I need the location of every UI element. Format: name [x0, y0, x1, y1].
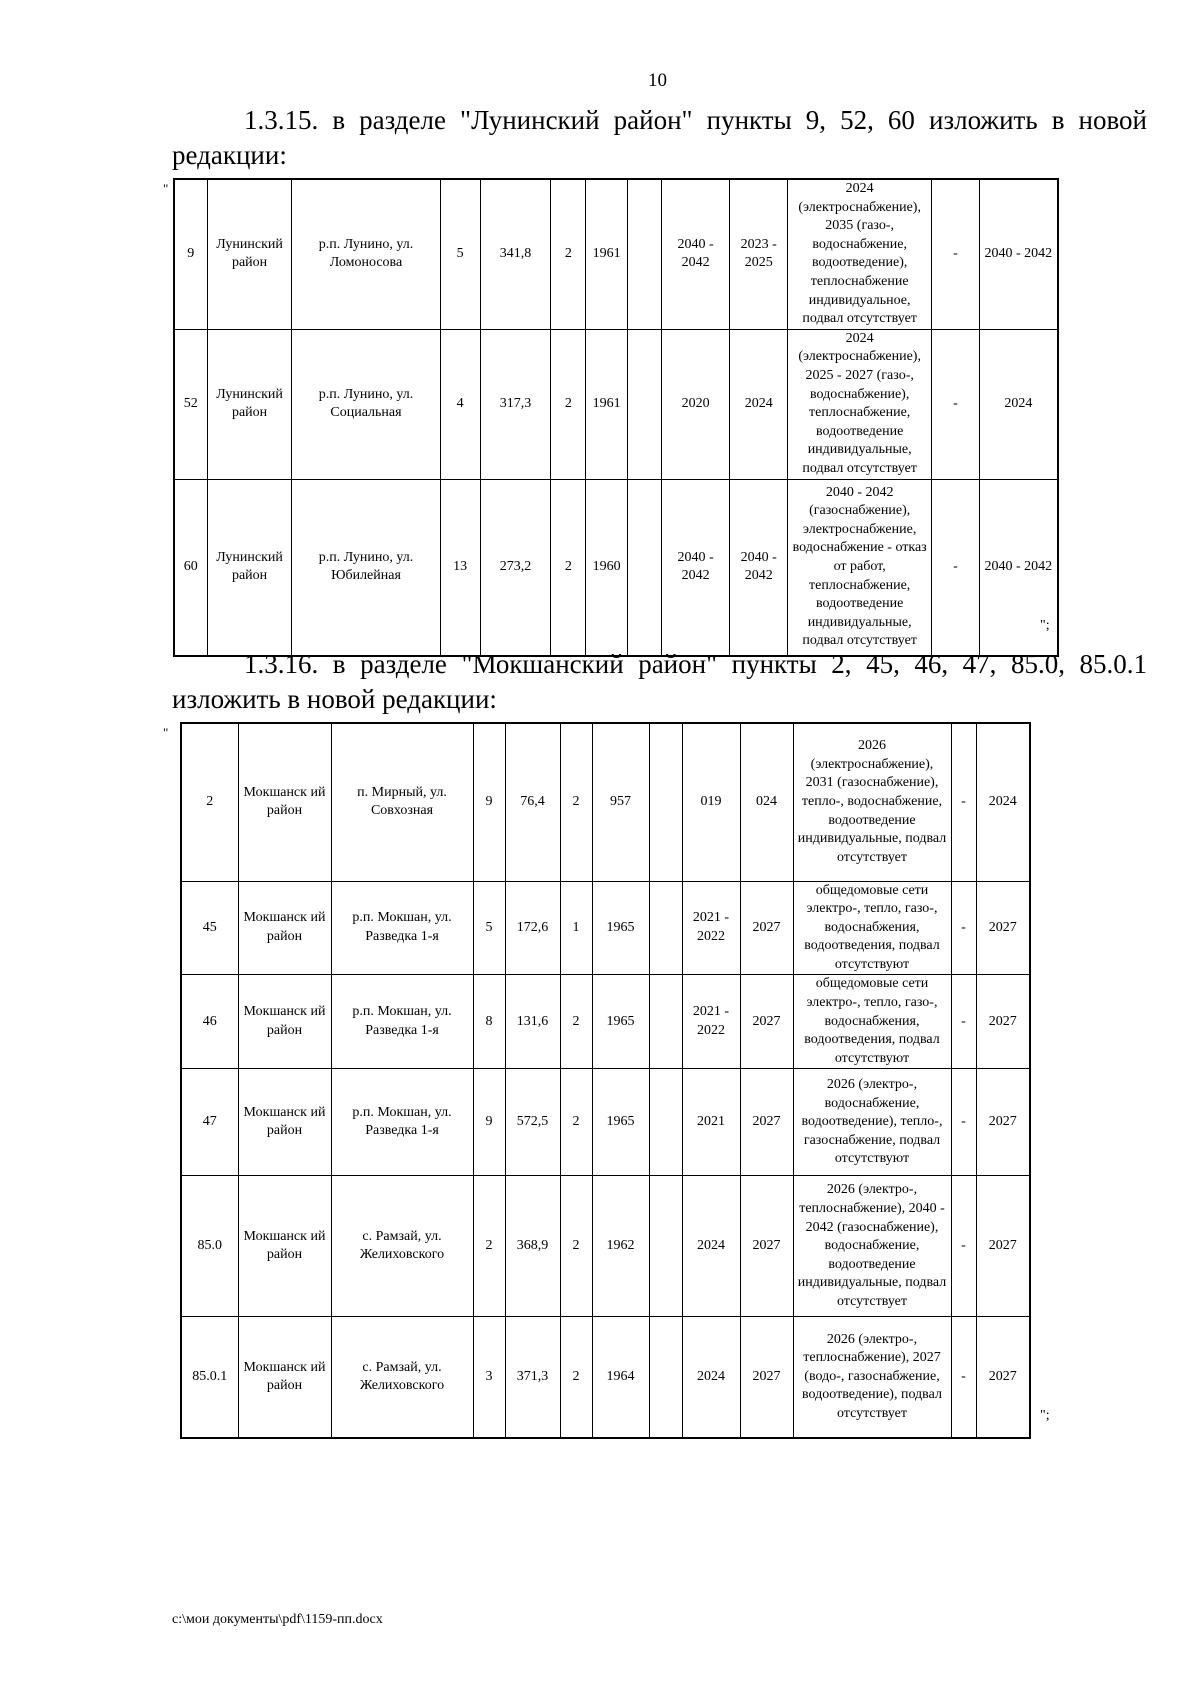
cell-col9: 2021 - 2022 — [682, 975, 740, 1069]
cell-col13: 2027 — [976, 1317, 1030, 1438]
cell-number: 46 — [181, 975, 238, 1069]
cell-address: р.п. Мокшан, ул. Разведка 1-я — [331, 881, 473, 975]
cell-col10: 2040 - 2042 — [730, 479, 788, 656]
cell-floors: 2 — [560, 1317, 592, 1438]
cell-year: 1961 — [586, 329, 627, 479]
cell-number: 47 — [181, 1069, 238, 1176]
table-body — [181, 723, 1030, 1438]
cell-address: р.п. Мокшан, ул. Разведка 1-я — [331, 1069, 473, 1176]
cell-col13: 2040 - 2042 — [979, 179, 1058, 329]
close-quote-2: "; — [1040, 1408, 1050, 1423]
cell-col9: 2021 — [682, 1069, 740, 1176]
cell-networks: 2026 (электроснабжение), 2031 (газоснабжение), тепло-, водоснабжение, водоотведение индивидуальные, подвал отсутствует — [793, 723, 951, 881]
footer-file-path: c:\мои документы\pdf\1159-пп.docx — [172, 1612, 383, 1627]
cell-col12: - — [951, 1176, 976, 1317]
cell-year: 1960 — [586, 479, 627, 656]
cell-col12: - — [932, 329, 980, 479]
table-lunino — [173, 178, 1059, 657]
cell-col10: 2023 - 2025 — [730, 179, 788, 329]
cell-col10: 024 — [740, 723, 793, 881]
cell-area: 317,3 — [480, 329, 550, 479]
cell-col9: 2021 - 2022 — [682, 881, 740, 975]
paragraph-1-3-16 — [172, 647, 1147, 717]
cell-year: 1965 — [592, 881, 649, 975]
cell-address: р.п. Лунино, ул. Ломоносова — [292, 179, 440, 329]
cell-area: 172,6 — [505, 881, 560, 975]
close-quote-1: "; — [1040, 618, 1050, 633]
cell-district: Мокшанск ий район — [238, 1069, 331, 1176]
table-row — [181, 1317, 1030, 1438]
cell-district: Мокшанск ий район — [238, 1317, 331, 1438]
cell-col4: 5 — [440, 179, 480, 329]
cell-col9: 2024 — [682, 1176, 740, 1317]
cell-col4: 9 — [473, 1069, 505, 1176]
cell-floors: 1 — [560, 881, 592, 975]
table-row — [181, 723, 1030, 881]
table-row — [174, 479, 1058, 656]
table-row — [181, 1176, 1030, 1317]
cell-district: Мокшанск ий район — [238, 1176, 331, 1317]
cell-blank — [649, 723, 682, 881]
table-body — [174, 179, 1058, 656]
cell-floors: 2 — [551, 329, 586, 479]
cell-blank — [649, 1069, 682, 1176]
cell-year: 1962 — [592, 1176, 649, 1317]
cell-col12: - — [951, 1069, 976, 1176]
table-row — [174, 329, 1058, 479]
table-mokshan — [180, 722, 1031, 1439]
cell-number: 85.0 — [181, 1176, 238, 1317]
cell-col12: - — [951, 975, 976, 1069]
cell-blank — [649, 1317, 682, 1438]
cell-number: 2 — [181, 723, 238, 881]
cell-district: Мокшанск ий район — [238, 975, 331, 1069]
cell-area: 273,2 — [480, 479, 550, 656]
page-number: 10 — [648, 70, 667, 91]
cell-col10: 2027 — [740, 975, 793, 1069]
cell-col12: - — [932, 179, 980, 329]
cell-col13: 2027 — [976, 1176, 1030, 1317]
cell-district: Лунинский район — [207, 479, 292, 656]
cell-address: р.п. Лунино, ул. Социальная — [292, 329, 440, 479]
cell-col10: 2027 — [740, 1176, 793, 1317]
cell-number: 9 — [174, 179, 207, 329]
cell-district: Мокшанск ий район — [238, 723, 331, 881]
cell-col4: 2 — [473, 1176, 505, 1317]
cell-area: 131,6 — [505, 975, 560, 1069]
cell-year: 1964 — [592, 1317, 649, 1438]
cell-col9: 2040 - 2042 — [661, 479, 729, 656]
cell-blank — [649, 881, 682, 975]
cell-number: 85.0.1 — [181, 1317, 238, 1438]
table-row — [181, 881, 1030, 975]
cell-col12: - — [951, 1317, 976, 1438]
cell-col4: 4 — [440, 329, 480, 479]
cell-district: Мокшанск ий район — [238, 881, 331, 975]
cell-area: 572,5 — [505, 1069, 560, 1176]
cell-year: 1961 — [586, 179, 627, 329]
cell-col4: 3 — [473, 1317, 505, 1438]
cell-number: 60 — [174, 479, 207, 656]
cell-blank — [627, 329, 661, 479]
cell-col9: 2024 — [682, 1317, 740, 1438]
table-row — [174, 179, 1058, 329]
cell-col10: 2027 — [740, 1069, 793, 1176]
cell-col13: 2024 — [979, 329, 1058, 479]
cell-col10: 2024 — [730, 329, 788, 479]
cell-address: р.п. Мокшан, ул. Разведка 1-я — [331, 975, 473, 1069]
cell-blank — [627, 479, 661, 656]
cell-area: 368,9 — [505, 1176, 560, 1317]
cell-networks: 2024 (электроснабжение), 2025 - 2027 (газо-, водоснабжение), теплоснабжение, водоотведение индивидуальные, подвал отсутствует — [788, 329, 932, 479]
cell-number: 52 — [174, 329, 207, 479]
cell-col9: 2020 — [661, 329, 729, 479]
cell-col13: 2027 — [976, 1069, 1030, 1176]
cell-address: с. Рамзай, ул. Желиховского — [331, 1176, 473, 1317]
cell-area: 76,4 — [505, 723, 560, 881]
table-row — [181, 1069, 1030, 1176]
cell-col13: 2040 - 2042 — [979, 479, 1058, 656]
cell-networks: 2026 (электро-, теплоснабжение), 2040 - 2042 (газоснабжение), водоснабжение, водоотведение индивидуальные, подвал отсутствует — [793, 1176, 951, 1317]
cell-col12: - — [951, 723, 976, 881]
cell-district: Лунинский район — [207, 179, 292, 329]
paragraph-1-3-15 — [172, 103, 1147, 173]
cell-area: 371,3 — [505, 1317, 560, 1438]
open-quote-2: " — [163, 725, 169, 740]
cell-col13: 2024 — [976, 723, 1030, 881]
cell-col10: 2027 — [740, 881, 793, 975]
cell-col12: - — [932, 479, 980, 656]
cell-networks: 2024 (электроснабжение), 2035 (газо-, водоснабжение, водоотведение), теплоснабжение индивидуальное, подвал отсутствует — [788, 179, 932, 329]
cell-year: 1965 — [592, 975, 649, 1069]
cell-year: 957 — [592, 723, 649, 881]
cell-blank — [627, 179, 661, 329]
cell-col9: 2040 - 2042 — [661, 179, 729, 329]
cell-address: п. Мирный, ул. Совхозная — [331, 723, 473, 881]
cell-col4: 8 — [473, 975, 505, 1069]
open-quote-1: " — [163, 181, 169, 196]
cell-floors: 2 — [560, 1069, 592, 1176]
cell-number: 45 — [181, 881, 238, 975]
cell-address: р.п. Лунино, ул. Юбилейная — [292, 479, 440, 656]
cell-col9: 019 — [682, 723, 740, 881]
cell-networks: общедомовые сети электро-, тепло, газо-, водоснабжения, водоотведения, подвал отсутствуют — [793, 881, 951, 975]
cell-year: 1965 — [592, 1069, 649, 1176]
cell-district: Лунинский район — [207, 329, 292, 479]
table-row — [181, 975, 1030, 1069]
cell-networks: 2040 - 2042 (газоснабжение), электроснабжение, водоснабжение - отказ от работ, теплоснабжение, водоотведение индивидуальные, подвал отсутствует — [788, 479, 932, 656]
cell-col13: 2027 — [976, 881, 1030, 975]
cell-floors: 2 — [560, 723, 592, 881]
cell-col10: 2027 — [740, 1317, 793, 1438]
cell-networks: 2026 (электро-, водоснабжение, водоотведение), тепло-, газоснабжение, подвал отсутствуют — [793, 1069, 951, 1176]
cell-floors: 2 — [560, 1176, 592, 1317]
cell-col4: 9 — [473, 723, 505, 881]
cell-blank — [649, 975, 682, 1069]
cell-col13: 2027 — [976, 975, 1030, 1069]
paragraph-text: 1.3.15. в разделе "Лунинский район" пункты 9, 52, 60 изложить в новой редакции: — [172, 105, 1147, 170]
cell-col4: 13 — [440, 479, 480, 656]
cell-floors: 2 — [551, 479, 586, 656]
cell-floors: 2 — [551, 179, 586, 329]
cell-address: с. Рамзай, ул. Желиховского — [331, 1317, 473, 1438]
paragraph-text: 1.3.16. в разделе "Мокшанский район" пункты 2, 45, 46, 47, 85.0, 85.0.1 изложить в новой редакции: — [172, 649, 1147, 714]
cell-area: 341,8 — [480, 179, 550, 329]
cell-blank — [649, 1176, 682, 1317]
cell-floors: 2 — [560, 975, 592, 1069]
cell-networks: общедомовые сети электро-, тепло, газо-, водоснабжения, водоотведения, подвал отсутствуют — [793, 975, 951, 1069]
cell-networks: 2026 (электро-, теплоснабжение), 2027 (водо-, газоснабжение, водоотведение), подвал отсутствует — [793, 1317, 951, 1438]
cell-col12: - — [951, 881, 976, 975]
cell-col4: 5 — [473, 881, 505, 975]
